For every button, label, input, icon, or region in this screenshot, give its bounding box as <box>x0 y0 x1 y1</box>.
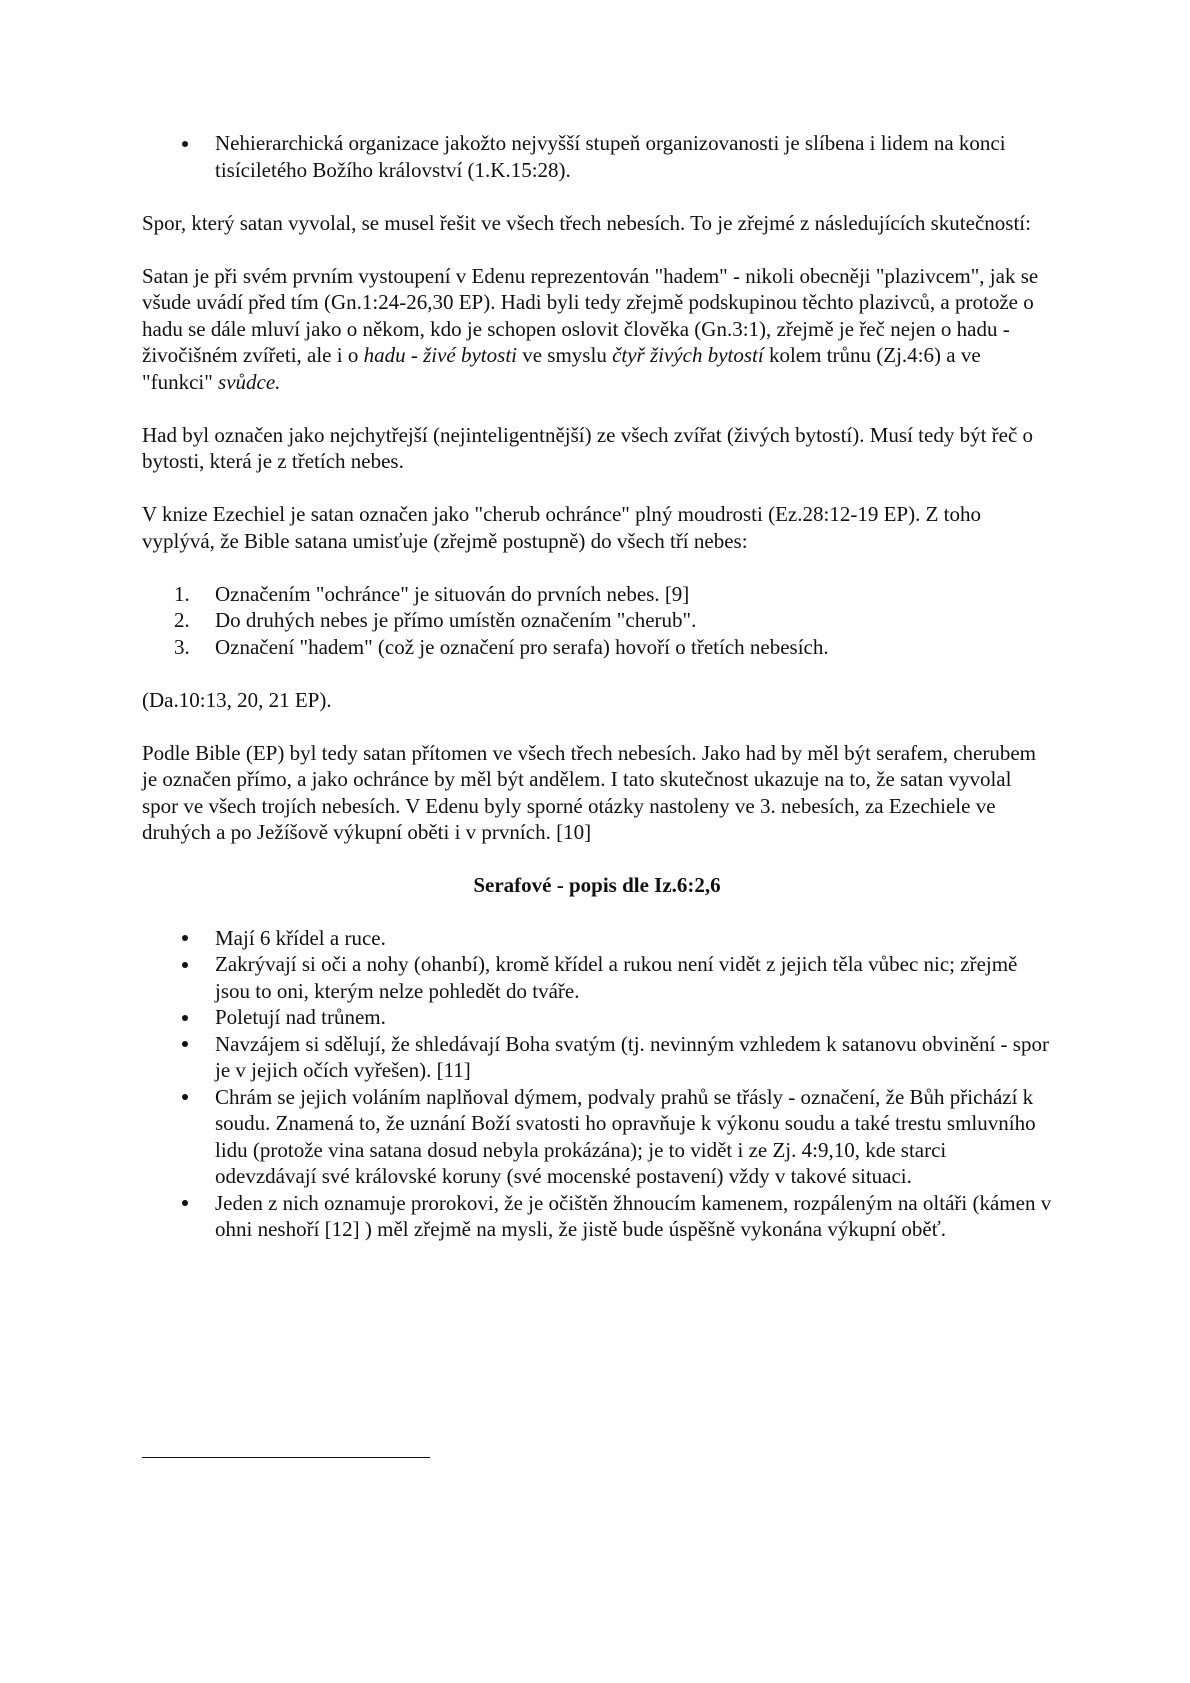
list-item <box>142 1031 1052 1084</box>
list-number: 3. <box>174 634 190 659</box>
list-item-text: Do druhých nebes je přímo umístěn označením "cherub". <box>215 608 697 632</box>
list-item <box>142 607 1052 634</box>
numbered-list <box>142 581 1052 661</box>
list-item <box>142 1004 1052 1031</box>
serafove-bullet-list <box>142 925 1052 1243</box>
list-item <box>142 925 1052 952</box>
list-item <box>142 1190 1052 1243</box>
list-item-text: Označením "ochránce" je situován do prvních nebes. [9] <box>215 581 690 606</box>
list-item-text: Navzájem si sdělují, že shledávají Boha svatým (tj. nevinným vzhledem k satanovu obvinění - spor je v jejich očích vyřešen). [11] <box>215 1031 1049 1082</box>
list-item <box>142 581 1052 608</box>
list-item <box>142 1084 1052 1190</box>
document-page <box>142 130 1052 1269</box>
paragraph-podle-bible: Podle Bible (EP) byl tedy satan přítomen ve všech třech nebesích. Jako had by měl být serafem, cherubem je označen přímo, a jako ochránce by měl být andělem. I tato skutečnost ukazuje na to, že satan vyvolal spor ve všech trojích nebesích. V Edenu byly sporné otázky nastoleny ve 3. nebesích, za Ezechiele ve druhých a po Ježíšově výkupní oběti i v prvních. [10] <box>142 740 1036 844</box>
list-item <box>142 951 1052 1004</box>
paragraph-satan-had: Satan je při svém prvním vystoupení v Edenu reprezentován "hadem" - nikoli obecněji "plazivcem", jak se všude uvádí před tím (Gn.1:24-26,30 EP). Hadi byli tedy zřejmě podskupinou těchto plazivců, a protože o hadu se dále mluví jako o někom, kdo je schopen oslovit člověka (Gn.3:1), zřejmě je řeč nejen o hadu - živočišném zvířeti, ale i o hadu - živé bytosti ve smyslu čtyř živých bytostí kolem trůnu (Zj.4:6) a ve "funkci" svůdce. <box>142 263 1039 394</box>
list-number: 2. <box>174 608 190 632</box>
list-item <box>142 634 1052 661</box>
bullet-icon <box>182 1031 202 1058</box>
list-item-text: Chrám se jejich voláním naplňoval dýmem, podvaly prahů se třásly - označení, že Bůh přichází k soudu. Znamená to, že uznání Boží svatosti ho opravňuje k výkonu soudu a také trestu smluvního lidu (protože vina satana dosud nebyla prokázána); je to vidět i ze Zj. 4:9,10, kde starci odevzdávají své královské koruny (své mocenské postavení) vždy v takové situaci. <box>215 1084 1036 1188</box>
bullet-icon <box>182 951 202 978</box>
bullet-icon <box>182 1190 202 1217</box>
list-item-text: Nehierarchická organizace jakožto nejvyšší stupeň organizovanosti je slíbena i lidem na konci tisíciletého Božího království (1.K.15:28). <box>215 131 1006 182</box>
paragraph-daniel-reference: (Da.10:13, 20, 21 EP). <box>142 687 332 712</box>
intro-bullet-list <box>142 130 1052 183</box>
list-item <box>142 130 1052 183</box>
bullet-icon <box>182 1004 202 1031</box>
section-heading: Serafové - popis dle Iz.6:2,6 <box>473 873 721 897</box>
list-item-text: Označení "hadem" (což je označení pro serafa) hovoří o třetích nebesích. <box>215 634 829 659</box>
paragraph-spor: Spor, který satan vyvolal, se musel řešit ve všech třech nebesích. To je zřejmé z následujících skutečností: <box>142 210 1031 235</box>
footnote-separator <box>142 1457 430 1458</box>
list-item-text: Jeden z nich oznamuje prorokovi, že je očištěn žhnoucím kamenem, rozpáleným na oltáři (kámen v ohni neshoří [12] ) měl zřejmě na mysli, že jistě bude úspěšně vykonána výkupní oběť. <box>215 1190 1052 1241</box>
paragraph-had-nejchytrejsi: Had byl označen jako nejchytřejší (nejinteligentnější) ze všech zvířat (živých bytostí). Musí tedy být řeč o bytosti, která je z třetích nebes. <box>142 422 1034 473</box>
bullet-icon <box>182 1084 202 1111</box>
bullet-icon <box>182 130 202 157</box>
list-item-text: Mají 6 křídel a ruce. <box>215 925 386 950</box>
paragraph-ezechiel: V knize Ezechiel je satan označen jako "cherub ochránce" plný moudrosti (Ez.28:12-19 EP). Z toho vyplývá, že Bible satana umisťuje (zřejmě postupně) do všech tří nebes: <box>142 502 981 553</box>
list-item-text: Poletují nad trůnem. <box>215 1005 386 1029</box>
list-item-text: Zakrývají si oči a nohy (ohanbí), kromě křídel a rukou není vidět z jejich těla vůbec nic; zřejmě jsou to oni, kterým nelze pohledět do tváře. <box>215 952 1018 1003</box>
list-number: 1. <box>174 581 190 606</box>
bullet-icon <box>182 925 202 952</box>
